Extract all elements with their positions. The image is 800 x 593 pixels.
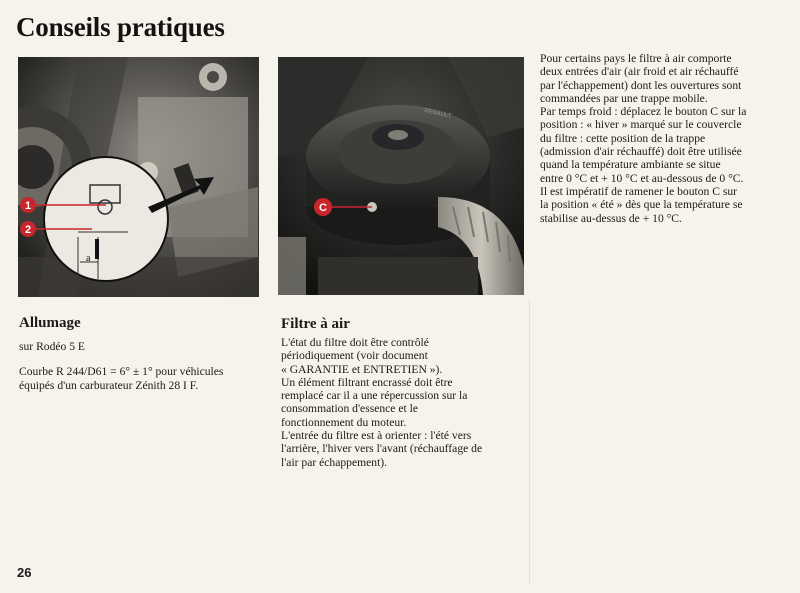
filtre-line: Un élément filtrant encrassé doit être bbox=[281, 375, 453, 389]
right-column-text bbox=[540, 52, 778, 225]
right-line: par l'échappement) dont les ouvertures sont bbox=[540, 78, 742, 92]
right-line: Pour certains pays le filtre à air comporte bbox=[540, 52, 732, 65]
right-line: position : « hiver » marqué sur le couvercle bbox=[540, 118, 742, 132]
callout-2: 2 bbox=[24, 224, 32, 236]
filtre-line: remplacé car il a une répercussion sur la bbox=[281, 389, 468, 403]
right-line: commandées par une trappe mobile. bbox=[540, 91, 708, 105]
filtre-line: fonctionnement du moteur. bbox=[281, 415, 407, 429]
allumage-line: sur Rodéo 5 E bbox=[19, 340, 86, 353]
filtre-heading: Filtre à air bbox=[281, 316, 350, 332]
airfilter-photo bbox=[278, 57, 524, 295]
airfilter-engine-image bbox=[278, 57, 524, 295]
page-title: Conseils pratiques bbox=[16, 12, 225, 42]
allumage-text bbox=[19, 340, 259, 392]
allumage-line: Courbe R 244/D61 = 6° ± 1° pour véhicules bbox=[19, 365, 224, 379]
ignition-photo bbox=[18, 57, 259, 297]
right-line: Par temps froid : déplacez le bouton C sur la bbox=[540, 105, 747, 119]
filtre-line: consommation d'essence et le bbox=[281, 402, 418, 416]
filtre-line: L'état du filtre doit être contrôlé bbox=[281, 336, 429, 349]
filtre-line: L'entrée du filtre est à orienter : l'été vers bbox=[281, 429, 472, 443]
allumage-heading: Allumage bbox=[19, 315, 81, 331]
dimension-a-label: a bbox=[86, 253, 91, 264]
right-line: stabilise au-dessus de + 10 °C. bbox=[540, 211, 682, 225]
right-line: du filtre : cette position de la trappe bbox=[540, 131, 706, 145]
filtre-line: « GARANTIE et ENTRETIEN »). bbox=[281, 362, 443, 376]
filtre-text bbox=[281, 336, 519, 469]
ignition-engine-image bbox=[18, 57, 259, 297]
right-line: quand la température ambiante se situe bbox=[540, 158, 721, 172]
svg-text:RENAULT: RENAULT bbox=[423, 108, 452, 120]
filtre-line: l'air par échappement). bbox=[281, 455, 388, 469]
page-number: 26 bbox=[17, 565, 32, 580]
callout-1: 1 bbox=[24, 200, 32, 212]
filtre-line: l'arrière, l'hiver vers l'avant (réchauffage de bbox=[281, 442, 483, 456]
page-divider bbox=[529, 300, 530, 583]
callout-c: C bbox=[319, 202, 327, 214]
right-line: la position « été » dès que la température se bbox=[540, 198, 743, 212]
right-line: Il est impératif de ramener le bouton C sur bbox=[540, 184, 738, 198]
right-line: entre 0 °C et + 10 °C et au-dessous de 0 °C. bbox=[540, 171, 744, 185]
allumage-line: équipés d'un carburateur Zénith 28 I F. bbox=[19, 378, 199, 392]
right-line: (admission d'air réchauffé) doit être utilisée bbox=[540, 145, 742, 159]
filtre-line: périodiquement (voir document bbox=[281, 349, 428, 363]
right-line: deux entrées d'air (air froid et air réchauffé bbox=[540, 65, 739, 79]
